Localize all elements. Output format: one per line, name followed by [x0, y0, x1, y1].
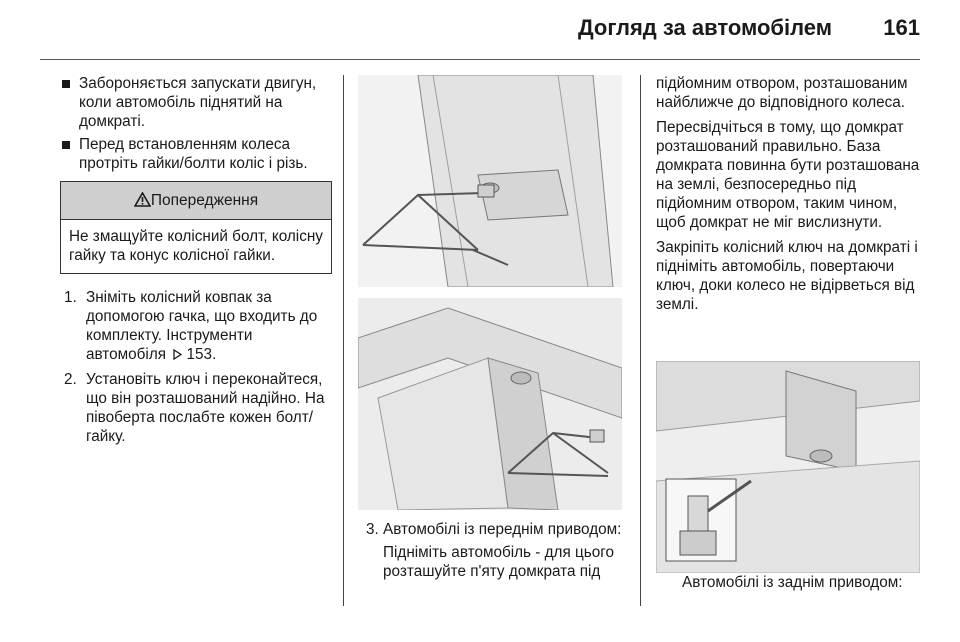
illustration-front-jack-point	[358, 75, 622, 287]
illustration-rear-drive-jack	[656, 361, 920, 573]
jack-drawing-2	[358, 298, 622, 510]
bullet-list	[60, 74, 332, 173]
bullet-item: Забороняється запускати двигун, коли автомобіль піднятий на домкраті.	[60, 74, 332, 131]
step-text: Установіть ключ і переконайтеся, що він розташований надійно. На півоберта послабте кожен болт/гайку.	[86, 371, 325, 445]
step-item	[60, 370, 332, 446]
step-number: 2.	[64, 371, 77, 388]
step-text: Зніміть колісний ковпак за допомогою гачка, що входить до комплекту. Інструменти автомобіля	[86, 289, 318, 363]
illustration-side-jack-point	[358, 298, 622, 510]
steps-list	[60, 288, 332, 446]
step-number: 1.	[64, 289, 77, 306]
paragraph: підйомним отвором, розташованим найближче до відповідного колеса.	[656, 75, 908, 111]
jack-drawing-3	[656, 361, 920, 573]
header-divider	[40, 59, 920, 60]
page-number: 161	[883, 15, 920, 40]
warning-text: Не змащуйте колісний болт, колісну гайку та конус колісної гайки.	[69, 228, 323, 264]
paragraph: Пересвідчіться в тому, що домкрат розташований правильно. База домкрата повинна бути розташована на землі, безпосередньо під підйомним отвором, таким чином, щоб домкрат не міг вислизнути.	[656, 119, 920, 231]
step-3	[366, 520, 624, 581]
step-item	[60, 288, 332, 364]
column-3	[656, 74, 924, 320]
column-divider-2	[640, 75, 641, 606]
figure-caption: Автомобілі із заднім приводом:	[682, 574, 903, 591]
warning-box	[60, 181, 332, 274]
paragraph: Закріпіть колісний ключ на домкраті і підніміть автомобіль, повертаючи ключ, доки колесо не відірветься від землі.	[656, 239, 918, 313]
warning-header	[61, 182, 331, 220]
jack-drawing-1	[358, 75, 622, 287]
page-ref-arrow-icon	[173, 349, 182, 360]
step-number: 3.	[366, 521, 379, 538]
step-3-label: Автомобілі із переднім приводом:	[383, 521, 622, 538]
column-1	[60, 74, 332, 452]
step-3-text: Підніміть автомобіль - для цього розташуйте п'яту домкрата під	[383, 544, 614, 580]
column-divider-1	[343, 75, 344, 606]
page-ref-link[interactable]: 153.	[186, 346, 217, 363]
warning-triangle-icon	[134, 192, 151, 207]
warning-title: Попередження	[150, 192, 259, 209]
bullet-item: Перед встановленням колеса протріть гайки/болти коліс і різь.	[60, 135, 332, 173]
page-header-title: Догляд за автомобілем	[577, 15, 832, 40]
